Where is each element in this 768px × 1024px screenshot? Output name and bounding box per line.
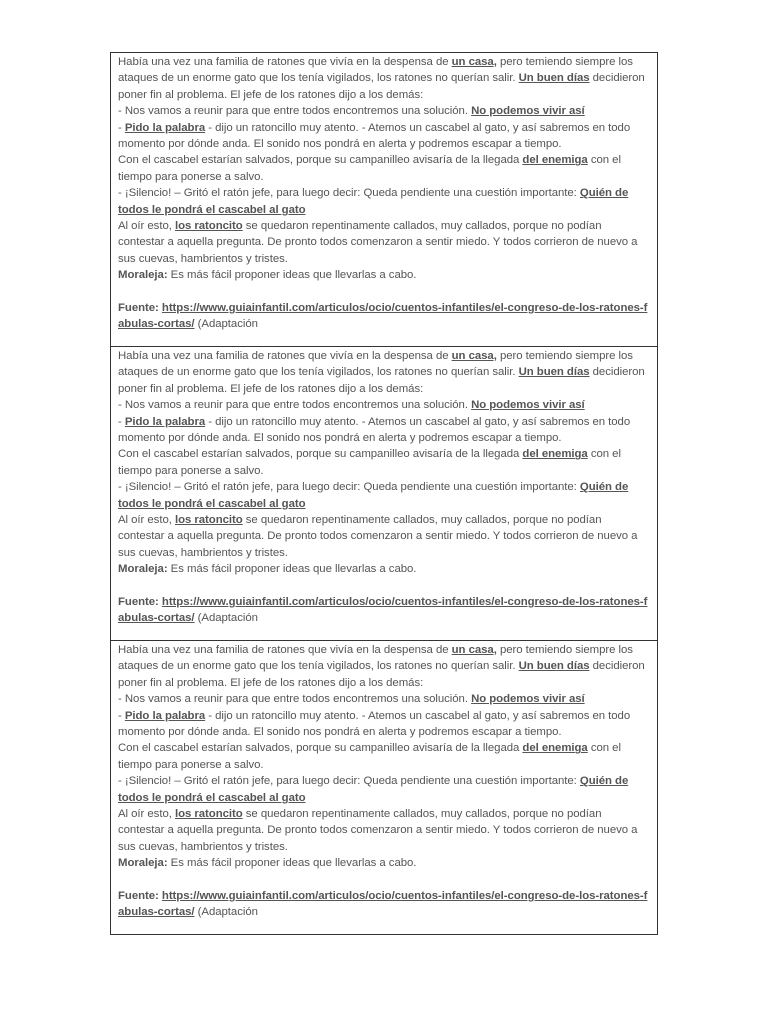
highlight-pido-palabra: Pido la palabra	[124, 709, 206, 722]
intro-text-3: decidieron poner fin al problema. El jefe de los ratones dijo a los demás:	[118, 72, 645, 101]
oir-text: Al oír esto,	[118, 808, 175, 821]
story-box	[111, 53, 657, 347]
oir-text: Al oír esto,	[118, 220, 175, 233]
fuente-line	[118, 594, 649, 627]
highlight-ratoncito: los ratoncito	[174, 220, 243, 233]
cascabel-text: Con el cascabel estarían salvados, porque su campanilleo avisaría de la llegada	[118, 154, 523, 167]
oir-text: Al oír esto,	[118, 514, 175, 527]
fuente-label: Fuente:	[118, 302, 162, 315]
intro-text-3: decidieron poner fin al problema. El jefe de los ratones dijo a los demás:	[118, 660, 645, 689]
intro-paragraph	[118, 642, 649, 691]
fuente-line	[118, 888, 649, 921]
highlight-no-podemos: No podemos vivir así	[471, 399, 585, 412]
moraleja-text: Es más fácil proponer ideas que llevarlas a cabo.	[167, 857, 417, 870]
moraleja-line	[118, 855, 649, 871]
dash: -	[118, 709, 125, 722]
reunir-line	[118, 691, 649, 707]
intro-text-2: pero temiendo siempre los ataques de un enorme gato que los tenía vigilados, los ratones no querían salir.	[118, 56, 633, 85]
ratoncillo-text: - dijo un ratoncillo muy atento. - Atemos un cascabel al gato, y así sabremos en todo momento por dónde anda. El sonido nos pondrá en alerta y podremos escapar a tiempo.	[118, 709, 631, 739]
silencio-paragraph	[118, 479, 649, 512]
highlight-casa: un casa,	[451, 350, 497, 362]
intro-text: Había una vez una familia de ratones que vivía en la despensa de	[118, 644, 452, 656]
highlight-quien: Quién de todos le pondrá el cascabel al gato	[118, 187, 629, 216]
moraleja-line	[118, 267, 649, 283]
silencio-paragraph	[118, 773, 649, 806]
moraleja-label: Moraleja:	[118, 857, 168, 870]
oir-text-2: se quedaron repentinamente callados, muy callados, porque no podían contestar a aquella pregunta. De pronto todos comenzaron a sentir miedo. Y todos corrieron de nuevo a sus cuevas, hambrientos y tristes.	[118, 514, 638, 559]
moraleja-text: Es más fácil proponer ideas que llevarlas a cabo.	[167, 563, 417, 576]
highlight-quien: Quién de todos le pondrá el cascabel al gato	[118, 775, 629, 804]
ratoncillo-text: - dijo un ratoncillo muy atento. - Atemos un cascabel al gato, y así sabremos en todo momento por dónde anda. El sonido nos pondrá en alerta y podremos escapar a tiempo.	[118, 415, 631, 445]
silencio-text: - ¡Silencio! – Gritó el ratón jefe, para luego decir: Queda pendiente una cuestión importante:	[118, 481, 580, 494]
intro-text: Había una vez una familia de ratones que vivía en la despensa de	[118, 350, 452, 362]
story-sheet	[110, 52, 658, 935]
cascabel-text: Con el cascabel estarían salvados, porque su campanilleo avisaría de la llegada	[118, 742, 523, 755]
cascabel-text-2: con el tiempo para ponerse a salvo.	[118, 154, 621, 183]
silencio-text: - ¡Silencio! – Gritó el ratón jefe, para luego decir: Queda pendiente una cuestión importante:	[118, 187, 580, 200]
fuente-suffix: (Adaptación	[194, 906, 258, 919]
oir-text-2: se quedaron repentinamente callados, muy callados, porque no podían contestar a aquella pregunta. De pronto todos comenzaron a sentir miedo. Y todos corrieron de nuevo a sus cuevas, hambrientos y tristes.	[118, 220, 638, 265]
highlight-ratoncito: los ratoncito	[174, 808, 243, 821]
fuente-label: Fuente:	[118, 596, 162, 609]
highlight-casa: un casa,	[451, 644, 497, 656]
dash: -	[118, 415, 125, 428]
highlight-buen-dias: Un buen días	[518, 660, 590, 673]
fuente-suffix: (Adaptación	[194, 612, 258, 625]
fuente-line	[118, 300, 649, 333]
story-box	[111, 347, 657, 641]
moraleja-label: Moraleja:	[118, 563, 168, 576]
highlight-buen-dias: Un buen días	[518, 366, 590, 379]
moraleja-text: Es más fácil proponer ideas que llevarlas a cabo.	[167, 269, 417, 282]
cascabel-paragraph	[118, 740, 649, 773]
ratoncillo-text: - dijo un ratoncillo muy atento. - Atemos un cascabel al gato, y así sabremos en todo momento por dónde anda. El sonido nos pondrá en alerta y podremos escapar a tiempo.	[118, 121, 631, 151]
story-box	[111, 641, 657, 935]
silencio-text: - ¡Silencio! – Gritó el ratón jefe, para luego decir: Queda pendiente una cuestión importante:	[118, 775, 580, 788]
oir-paragraph	[118, 512, 649, 561]
intro-text-3: decidieron poner fin al problema. El jefe de los ratones dijo a los demás:	[118, 366, 645, 395]
intro-text-2: pero temiendo siempre los ataques de un enorme gato que los tenía vigilados, los ratones no querían salir.	[118, 350, 633, 379]
source-link[interactable]: https://www.guiainfantil.com/articulos/ocio/cuentos-infantiles/el-congreso-de-los-ratones-fabulas-cortas/	[118, 890, 648, 919]
source-link[interactable]: https://www.guiainfantil.com/articulos/ocio/cuentos-infantiles/el-congreso-de-los-ratones-fabulas-cortas/	[118, 596, 648, 625]
highlight-enemiga: del enemiga	[522, 448, 588, 461]
cascabel-paragraph	[118, 446, 649, 479]
highlight-buen-dias: Un buen días	[518, 72, 590, 85]
highlight-no-podemos: No podemos vivir así	[471, 693, 585, 706]
highlight-pido-palabra: Pido la palabra	[124, 415, 206, 428]
reunir-text: - Nos vamos a reunir para que entre todos encontremos una solución.	[118, 693, 472, 706]
highlight-no-podemos: No podemos vivir así	[471, 105, 585, 118]
highlight-ratoncito: los ratoncito	[174, 514, 243, 527]
reunir-text: - Nos vamos a reunir para que entre todos encontremos una solución.	[118, 399, 472, 412]
intro-paragraph	[118, 348, 649, 397]
highlight-pido-palabra: Pido la palabra	[124, 121, 206, 134]
oir-paragraph	[118, 218, 649, 267]
moraleja-label: Moraleja:	[118, 269, 168, 282]
source-link[interactable]: https://www.guiainfantil.com/articulos/ocio/cuentos-infantiles/el-congreso-de-los-ratones-fabulas-cortas/	[118, 302, 648, 331]
dash: -	[118, 121, 125, 134]
ratoncillo-paragraph	[118, 120, 649, 153]
intro-paragraph	[118, 54, 649, 103]
ratoncillo-paragraph	[118, 414, 649, 447]
moraleja-line	[118, 561, 649, 577]
highlight-enemiga: del enemiga	[522, 154, 588, 167]
cascabel-text-2: con el tiempo para ponerse a salvo.	[118, 448, 621, 477]
reunir-text: - Nos vamos a reunir para que entre todos encontremos una solución.	[118, 105, 472, 118]
fuente-label: Fuente:	[118, 890, 162, 903]
cascabel-text: Con el cascabel estarían salvados, porque su campanilleo avisaría de la llegada	[118, 448, 523, 461]
oir-text-2: se quedaron repentinamente callados, muy callados, porque no podían contestar a aquella pregunta. De pronto todos comenzaron a sentir miedo. Y todos corrieron de nuevo a sus cuevas, hambrientos y tristes.	[118, 808, 638, 853]
fuente-suffix: (Adaptación	[194, 318, 258, 331]
highlight-enemiga: del enemiga	[522, 742, 588, 755]
oir-paragraph	[118, 806, 649, 855]
cascabel-paragraph	[118, 152, 649, 185]
reunir-line	[118, 397, 649, 413]
intro-text: Había una vez una familia de ratones que vivía en la despensa de	[118, 56, 452, 68]
highlight-casa: un casa,	[451, 56, 497, 68]
cascabel-text-2: con el tiempo para ponerse a salvo.	[118, 742, 621, 771]
highlight-quien: Quién de todos le pondrá el cascabel al gato	[118, 481, 629, 510]
ratoncillo-paragraph	[118, 708, 649, 741]
intro-text-2: pero temiendo siempre los ataques de un enorme gato que los tenía vigilados, los ratones no querían salir.	[118, 644, 633, 673]
silencio-paragraph	[118, 185, 649, 218]
reunir-line	[118, 103, 649, 119]
